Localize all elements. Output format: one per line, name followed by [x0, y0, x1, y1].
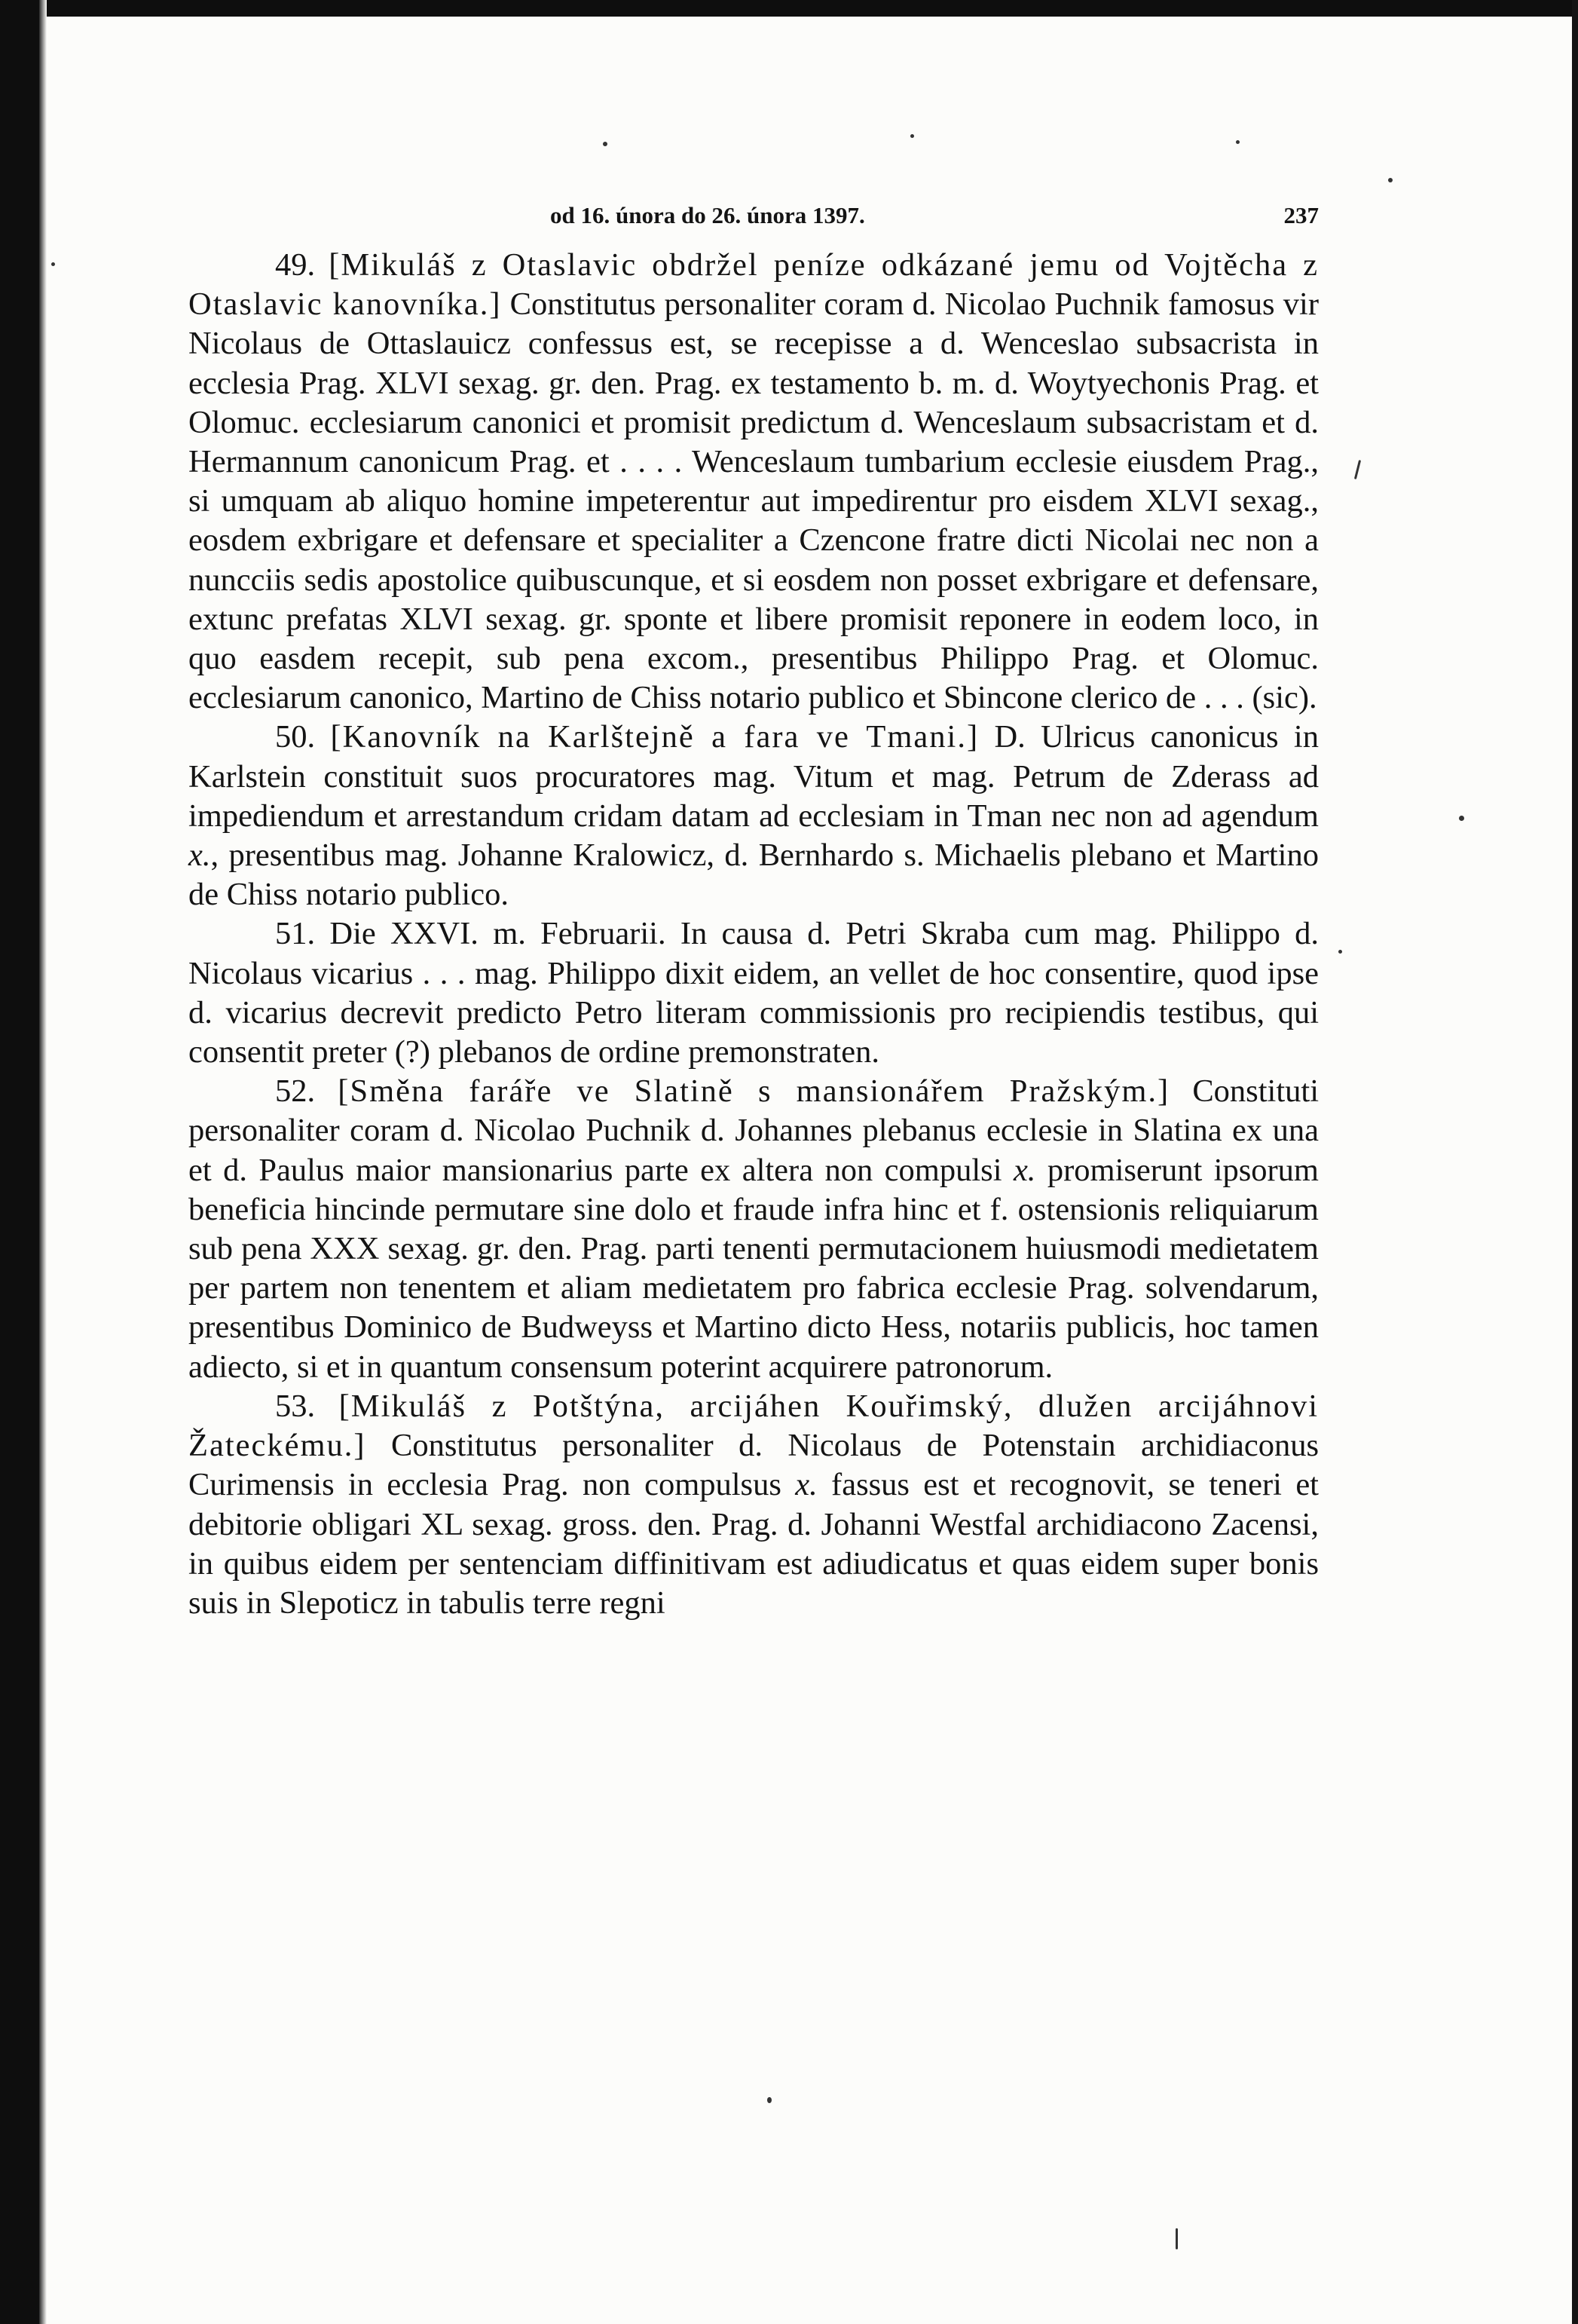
running-head-title: od 16. února do 26. února 1397.	[550, 202, 865, 228]
scan-speck	[1459, 816, 1464, 821]
entry-50	[188, 718, 1319, 914]
entry-text: Constituti personaliter coram d. Nicolao Puchnik d. Johannes plebanus ecclesie in Slatina ex una et d. Paulus maior mansionarius parte ex altera non compulsi	[188, 1073, 1320, 1188]
document-body	[188, 246, 1319, 1623]
entry-number: 50.	[275, 719, 316, 755]
entry-49	[188, 246, 1319, 718]
scan-speck	[767, 2097, 772, 2103]
entry-number: 49.	[275, 247, 316, 283]
scan-edge-right	[1572, 0, 1578, 2324]
running-head	[188, 194, 1319, 240]
entry-rubric: [Směna faráře ve Slatině s mansionářem Pražským.]	[338, 1073, 1170, 1110]
scan-edge-top	[0, 0, 1578, 17]
scan-speck	[51, 262, 55, 266]
entry-52	[188, 1072, 1319, 1387]
entry-text-cont: , presentibus mag. Johanne Kralowicz, d. Bernhardo s. Michaelis plebano et Martino de Chiss notario publico.	[188, 837, 1319, 913]
scan-speck	[1236, 140, 1240, 144]
page-number: 237	[1283, 202, 1319, 228]
scan-speck	[1338, 950, 1342, 954]
entry-number: 52.	[275, 1073, 316, 1110]
entry-abbrev: x.	[795, 1467, 818, 1503]
entry-rubric: [Mikuláš z Potštýna, arcijáhen Kouřimský, dlužen arcijáhnovi Žateckému.]	[188, 1388, 1320, 1464]
entry-text-cont: promiserunt ipsorum beneficia hincinde permutare sine dolo et fraude infra hinc et f. ostensionis reliquiarum sub pena XXX sexag. gr. den. Prag. parti tenenti permutacionem huiusmodi medietatem per partem non tenentem et aliam medietatem pro fabrica ecclesie Prag. solvendarum, presentibus Dominico de Budweyss et Martino dicto Hess, notariis publicis, hoc tamen adiecto, si et in quantum consensum poterint acquirere patronorum.	[188, 1152, 1319, 1385]
scan-edge-left	[0, 0, 39, 2324]
scan-speck	[910, 134, 914, 138]
page-content	[188, 194, 1319, 1623]
scan-speck	[603, 142, 607, 146]
scan-speck	[1354, 460, 1361, 479]
entry-rubric: [Mikuláš z Otaslavic obdržel peníze odkázané jemu od Vojtěcha z Otaslavic kanovníka.]	[188, 247, 1319, 323]
scan-speck	[1388, 178, 1393, 182]
entry-text-cont: fassus est et recognovit, se teneri et debitorie obligari XL sexag. gross. den. Prag. d. Johanni Westfal archidiacono Zacensi, in quibus eidem per sentenciam diffinitivam est adiudicatus et quas eidem super bonis suis in Slepoticz in tabulis terre regni	[188, 1467, 1319, 1621]
entry-abbrev: x.	[1013, 1152, 1036, 1188]
entry-abbrev: x.	[188, 837, 211, 874]
entry-text: D. Ulricus canonicus in Karlstein constituit suos procuratores mag. Vitum et mag. Petrum de Zderass ad impediendum et arrestandum cridam datam ad ecclesiam in Tman nec non ad agendum	[188, 719, 1319, 834]
entry-51	[188, 914, 1319, 1072]
entry-rubric: [Kanovník na Karlštejně a fara ve Tmani.]	[330, 719, 980, 755]
entry-53	[188, 1387, 1319, 1623]
entry-text: Constitutus personaliter coram d. Nicolao Puchnik famosus vir Nicolaus de Ottaslauicz confessus est, se recepisse a d. Wenceslao subsacrista in ecclesia Prag. XLVI sexag. gr. den. Prag. ex testamento b. m. d. Woytyechonis Prag. et Olomuc. ecclesiarum canonici et promisit predictum d. Wenceslaum subsacristam et d. Hermannum canonicum Prag. et . . . . Wenceslaum tumbarium ecclesie eiusdem Prag., si umquam ab aliquo homine impeterentur aut impedirentur pro eisdem XLVI sexag., eosdem exbrigare et defensare et specialiter a Czencone fratre dicti Nicolai nec non a nuncciis sedis apostolice quibuscunque, et si eosdem non posset exbrigare et defensare, extunc prefatas XLVI sexag. gr. sponte et libere promisit reponere in eodem loco, in quo easdem recepit, sub pena excom., presentibus Philippo Prag. et Olomuc. ecclesiarum canonico, Martino de Chiss notario publico et Sbincone clerico de . . . (sic).	[188, 286, 1319, 716]
scan-speck	[1176, 2228, 1178, 2249]
entry-number: 51.	[275, 916, 316, 952]
scan-edge-shadow	[39, 0, 47, 2324]
entry-text: Constitutus personaliter d. Nicolaus de Potenstain archidiaconus Curimensis in ecclesia Prag. non compulsus	[188, 1428, 1319, 1503]
entry-text: Die XXVI. m. Februarii. In causa d. Petri Skraba cum mag. Philippo d. Nicolaus vicarius . . . mag. Philippo dixit eidem, an vellet de hoc consentire, quod ipse d. vicarius decrevit predicto Petro literam commissionis pro recipiendis testibus, qui consentit preter (?) plebanos de ordine premonstraten.	[188, 916, 1319, 1070]
entry-number: 53.	[275, 1388, 316, 1424]
